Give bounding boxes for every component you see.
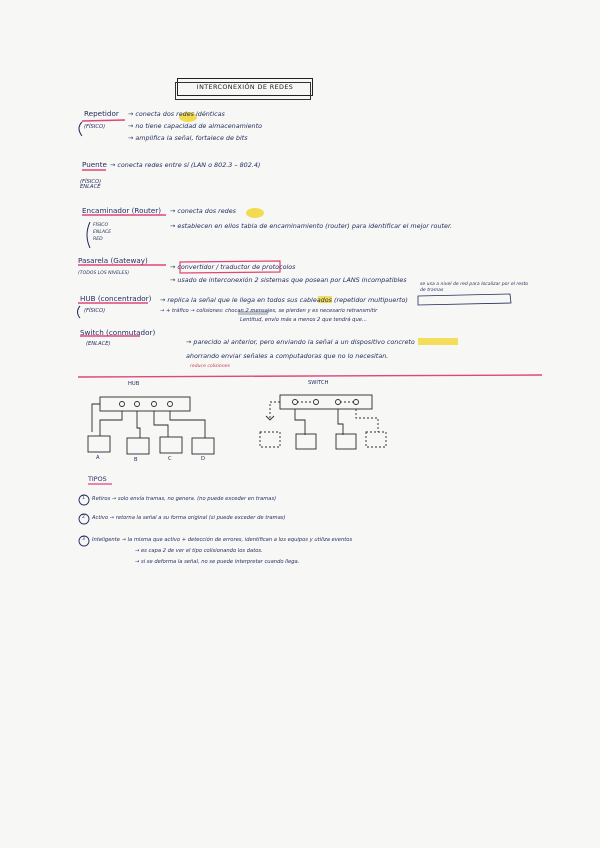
tipos-title: TIPOS — [88, 475, 107, 483]
pasarela-line-1: → convertidor / traductor de protocolos — [170, 263, 296, 271]
hub-line-2: → + tráfico → colisiones: chocan 2 mensajes, se pierden y es necesario retransmitir — [160, 308, 378, 314]
hub-diagram — [88, 397, 214, 454]
hub-layer: (FÍSICO) — [84, 308, 106, 314]
repetidor-line-2: → no tiene capacidad de almacenamiento — [128, 122, 263, 130]
node-d: D — [201, 456, 205, 462]
pasarela-line-2: → usado de interconexión 2 sistemas que posean por LANS incompatibles — [170, 276, 407, 284]
puente-name: Puente — [82, 160, 107, 169]
tipos-item-3: Inteligente → la misma que activo + detección de errores, identifican a los equipos y utiliza eventos — [92, 537, 353, 543]
tipos-item-1: Retiros → solo envía tramas, no genera. (no puede exceder en tramas) — [92, 496, 277, 502]
switch-name: Switch (conmutador) — [80, 328, 156, 337]
encaminador-layer: FÍSICO ENLACE RED — [93, 223, 112, 242]
switch-diagram — [260, 395, 386, 449]
encaminador-line-1: → conecta dos redes — [170, 207, 236, 215]
hub-line-1: → replica la señal que le llega en todos sus cableados (repetidor multipuerto) — [160, 296, 408, 304]
tipos-num-2: 2 — [82, 515, 85, 520]
pasarela-note: se usa a nivel de red para localizar por el resto de tramas — [420, 282, 529, 293]
bracket-repetidor — [79, 122, 82, 136]
repetidor-line-3: → amplifica la señal, fortalece de bits — [128, 134, 248, 142]
tipos-num-1: 1 — [82, 496, 85, 501]
tipos-num-3: 3 — [82, 537, 85, 542]
pink-underline-repetidor — [82, 120, 125, 121]
bracket-hub — [78, 306, 81, 318]
encaminador-name: Encaminador (Router) — [82, 206, 162, 215]
bracket-encaminador — [87, 222, 90, 248]
encaminador-line-2: → establecen en ellos tabla de encaminamiento (router) para identificar el mejor router. — [170, 222, 453, 230]
node-a: A — [96, 455, 100, 461]
puente-line-1: → conecta redes entre sí (LAN o 802.3 – 802.4) — [110, 161, 261, 169]
pink-divider — [78, 375, 542, 377]
repetidor-name: Repetidor — [84, 109, 119, 118]
node-c: C — [168, 456, 172, 462]
tipos-extra-1: → es capa 2 de ver el tipo colisionando los datos. — [135, 548, 263, 554]
node-b: B — [134, 457, 138, 463]
puente-layer: (FÍSICO) ENLACE — [80, 179, 102, 191]
hub-name: HUB (concentrador) — [80, 294, 152, 303]
repetidor-layer: (FÍSICO) — [84, 124, 106, 130]
highlight-dos-2 — [246, 208, 264, 218]
switch-line-2: ahorrando enviar señales a computadoras que no lo necesitan. — [186, 352, 389, 360]
switch-line-1: → parecido al anterior, pero enviando la señal a un dispositivo concreto — [186, 338, 415, 346]
highlight-concreto — [418, 338, 458, 345]
switch-layer: (ENLACE) — [86, 341, 111, 347]
tipos-extra-2: → si se deforma la señal, no se puede interpretar cuando llega. — [135, 559, 300, 565]
pasarela-layer: (TODOS LOS NIVELES) — [78, 271, 130, 276]
hub-line-3: Lentitud, envío más a menos 2 que tendrá que... — [240, 317, 367, 323]
pasarela-name: Pasarela (Gateway) — [78, 256, 148, 265]
tipos-item-2: Activo → retorna la señal a su forma original (si puede exceder de tramas) — [92, 515, 286, 521]
repetidor-line-1: → conecta dos redes idénticas — [128, 110, 225, 118]
switch-red-note: reduce colisiones — [190, 364, 230, 369]
page-title: INTERCONEXIÓN DE REDES — [177, 78, 313, 96]
hub-diagram-label: HUB — [128, 381, 140, 387]
switch-diagram-label: SWITCH — [308, 380, 329, 386]
box-repetidor-multipuerto — [418, 294, 511, 305]
